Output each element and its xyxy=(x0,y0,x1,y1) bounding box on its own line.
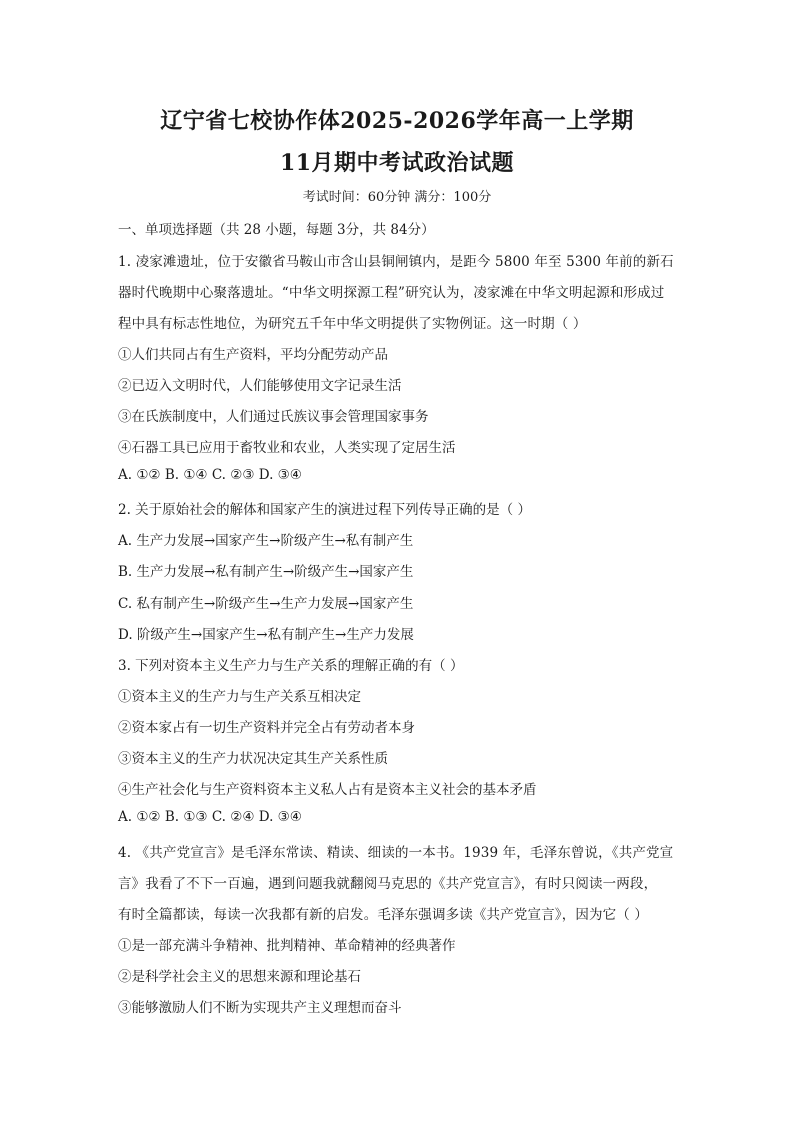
exam-title-line1: 辽宁省七校协作体2025-2026学年高一上学期 xyxy=(160,108,634,134)
q3-stem: 3. 下列对资本主义生产力与生产关系的理解正确的有（ ） xyxy=(118,658,464,674)
q4-stem-line1: 4. 《共产党宣言》是毛泽东常读、精读、细读的一本书。1939 年，毛泽东曾说，《共产党宣 xyxy=(118,845,674,861)
section-heading: 一、单项选择题（共 28 小题，每题 3分，共 84分） xyxy=(118,222,435,238)
q4-stem-line3: 有时全篇都读，每读一次我都有新的启发。毛泽东强调多读《共产党宣言》，因为它（ ） xyxy=(118,907,649,923)
q4-option-3: ③能够激励人们不断为实现共产主义理想而奋斗 xyxy=(118,1000,402,1016)
q2-stem: 2. 关于原始社会的解体和国家产生的演进过程下列传导正确的是（ ） xyxy=(118,502,531,518)
q1-stem-line2: 器时代晚期中心聚落遗址。“中华文明探源工程”研究认为，凌家滩在中华文明起源和形成过 xyxy=(118,285,665,301)
q4-stem-line2: 言》我看了不下一百遍，遇到问题我就翻阅马克思的《共产党宣言》，有时只阅读一两段， xyxy=(118,876,658,892)
q3-option-3: ③资本主义的生产力状况决定其生产关系性质 xyxy=(118,751,388,767)
q3-option-2: ②资本家占有一切生产资料并完全占有劳动者本身 xyxy=(118,720,415,736)
q1-stem-line3: 程中具有标志性地位，为研究五千年中华文明提供了实物例证。这一时期（ ） xyxy=(118,316,587,332)
q3-option-4: ④生产社会化与生产资料资本主义私人占有是资本主义社会的基本矛盾 xyxy=(118,782,537,798)
q3-choices: A. ①② B. ①③ C. ②④ D. ③④ xyxy=(118,809,302,825)
q1-option-1: ①人们共同占有生产资料，平均分配劳动产品 xyxy=(118,347,388,363)
q1-choices: A. ①② B. ①④ C. ②③ D. ③④ xyxy=(118,467,302,483)
q4-option-1: ①是一部充满斗争精神、批判精神、革命精神的经典著作 xyxy=(118,938,456,954)
q2-choice-a: A. 生产力发展→国家产生→阶级产生→私有制产生 xyxy=(118,533,414,549)
q4-option-2: ②是科学社会主义的思想来源和理论基石 xyxy=(118,969,361,985)
q2-choice-c: C. 私有制产生→阶级产生→生产力发展→国家产生 xyxy=(118,596,414,612)
exam-info: 考试时间：60分钟 满分：100分 xyxy=(302,190,492,205)
q1-option-4: ④石器工具已应用于畜牧业和农业，人类实现了定居生活 xyxy=(118,440,456,456)
q1-option-3: ③在氏族制度中，人们通过氏族议事会管理国家事务 xyxy=(118,409,429,425)
exam-title-line2: 11月期中考试政治试题 xyxy=(279,150,515,176)
q2-choice-b: B. 生产力发展→私有制产生→阶级产生→国家产生 xyxy=(118,564,414,580)
q2-choice-d: D. 阶级产生→国家产生→私有制产生→生产力发展 xyxy=(118,627,414,643)
q3-option-1: ①资本主义的生产力与生产关系互相决定 xyxy=(118,689,361,705)
q1-option-2: ②已迈入文明时代，人们能够使用文字记录生活 xyxy=(118,378,402,394)
q1-stem-line1: 1. 凌家滩遗址，位于安徽省马鞍山市含山县铜闸镇内，是距今 5800 年至 5300 年前的新石 xyxy=(118,254,674,270)
